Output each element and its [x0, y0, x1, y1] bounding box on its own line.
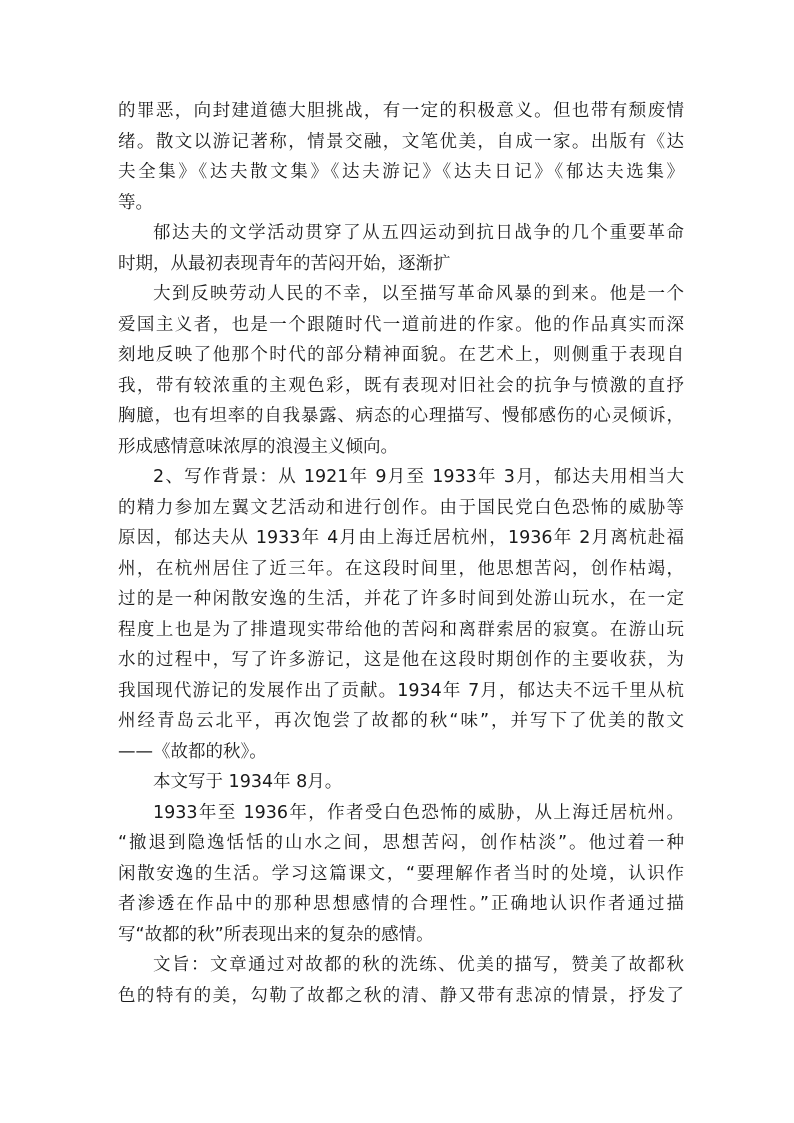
text-line: 胸臆，也有坦率的自我暴露、病态的心理描写、慢郁感伤的心灵倾诉，: [118, 406, 684, 426]
text-line: 州经青岛云北平，再次饱尝了故都的秋“味”，并写下了优美的散文: [118, 711, 684, 731]
text-line: 1933年至 1936年，作者受白色恐怖的威胁，从上海迁居杭州。: [153, 802, 684, 823]
text-line: 等。: [118, 192, 153, 213]
text-line: 程度上也是为了排遣现实带给他的苦闷和离群索居的寂寞。在游山玩: [118, 619, 684, 640]
text-line: 我，带有较浓重的主观色彩，既有表现对旧社会的抗争与愤激的直抒: [118, 375, 684, 396]
text-line: 者渗透在作品中的那种思想感情的合理性。”正确地认识作者通过描: [118, 894, 684, 914]
text-line: 色的特有的美，勾勒了故都之秋的清、静又带有悲凉的情景，抒发了: [118, 985, 684, 1006]
text-line: 写“故都的秋”所表现出来的复杂的感情。: [118, 924, 434, 945]
text-line: 爱国主义者，也是一个跟随时代一道前进的作家。他的作品真实而深: [118, 314, 684, 335]
text-line: 的罪恶，向封建道德大胆挑战，有一定的积极意义。但也带有颓废情: [118, 101, 684, 121]
text-line: ——《故都的秋》。: [118, 741, 267, 762]
text-line: 我国现代游记的发展作出了贡献。1934年 7月，郁达夫不远千里从杭: [118, 680, 684, 701]
text-line: 的精力参加左翼文艺活动和进行创作。由于国民党白色恐怖的威胁等: [118, 497, 684, 518]
text-line: 闲散安逸的生活。学习这篇课文，“要理解作者当时的处境，认识作: [118, 863, 684, 884]
text-line: 形成感情意味浓厚的浪漫主义倾向。: [118, 436, 398, 457]
text-line: 过的是一种闲散安逸的生活，并花了许多时间到处游山玩水，在一定: [118, 589, 684, 609]
text-line: “撤退到隐逸恬恬的山水之间，思想苦闷，创作枯淡”。他过着一种: [118, 833, 684, 853]
text-line: 本文写于 1934年 8月。: [153, 772, 343, 792]
text-line: 文旨：文章通过对故都的秋的洗练、优美的描写，赞美了故都秋: [153, 955, 684, 975]
text-line: 大到反映劳动人民的不幸，以至描写革命风暴的到来。他是一个: [153, 284, 684, 304]
text-line: 夫全集》《达夫散文集》《达夫游记》《达夫日记》《郁达夫选集》: [118, 162, 684, 182]
text-line: 郁达夫的文学活动贯穿了从五四运动到抗日战争的几个重要革命: [153, 223, 684, 243]
text-line: 时期，从最初表现青年的苦闷开始，逐渐扩: [118, 253, 451, 274]
text-line: 水的过程中，写了许多游记，这是他在这段时期创作的主要收获，为: [118, 650, 684, 670]
text-line: 2、写作背景：从 1921年 9月至 1933年 3月，郁达夫用相当大: [153, 467, 684, 487]
text-line: 绪。散文以游记著称，情景交融，文笔优美，自成一家。出版有《达: [118, 131, 684, 152]
document-body: [118, 96, 684, 1011]
text-line: 刻地反映了他那个时代的部分精神面貌。在艺术上，则侧重于表现自: [118, 345, 684, 365]
text-line: 原因，郁达夫从 1933年 4月由上海迁居杭州，1936年 2月离杭赴福: [118, 528, 684, 548]
text-line: 州，在杭州居住了近三年。在这段时间里，他思想苦闷，创作枯竭，: [118, 558, 684, 579]
